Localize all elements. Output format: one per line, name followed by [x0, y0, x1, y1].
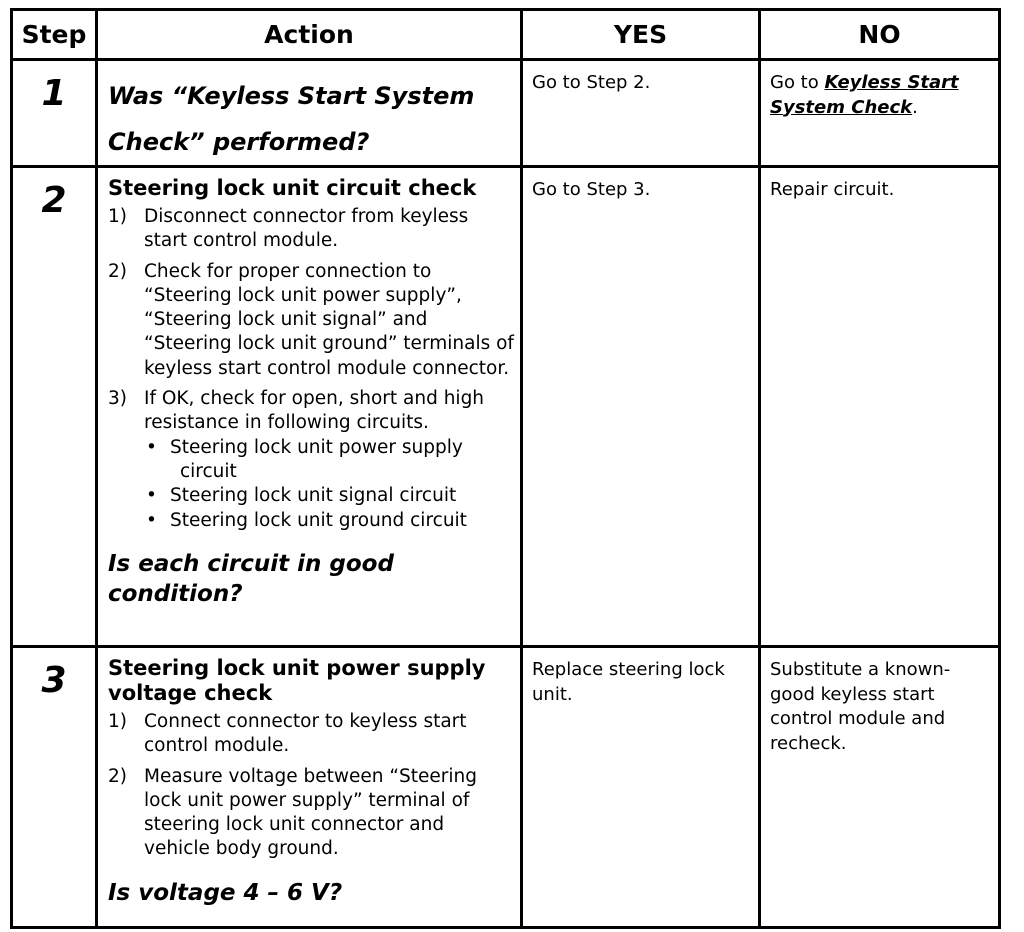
circuit-item: [144, 436, 514, 485]
substep-number: 3): [108, 388, 127, 410]
step-title: Steering lock unit power supply voltage check: [108, 656, 486, 705]
circuit-text: Steering lock unit signal circuit: [170, 485, 457, 507]
procedure-table: [10, 8, 1001, 929]
step-title: Steering lock unit circuit check: [108, 176, 477, 200]
no-answer-prefix: Go to: [770, 72, 825, 93]
action-cell: [97, 60, 522, 167]
circuit-item: [144, 509, 514, 533]
step-cell: [12, 60, 97, 167]
substep-list: [108, 710, 514, 862]
yes-cell: [522, 167, 760, 647]
yes-answer: Replace steering lock unit.: [532, 659, 725, 705]
question-line-2: Check” performed?: [108, 128, 370, 156]
step-question: Is each circuit in good condition?: [108, 550, 394, 607]
substep-text: Check for proper connection to “Steering lock unit power supply”, “Steering lock unit signal” and “Steering lock unit ground” terminals of keyless start control module connector.: [144, 260, 514, 379]
header-yes: YES: [522, 10, 760, 60]
yes-answer: Go to Step 2.: [532, 72, 651, 93]
step-cell: [12, 647, 97, 928]
header-step: Step: [12, 10, 97, 60]
no-cell: [760, 647, 1000, 928]
keyless-start-system-check-link[interactable]: Keyless Start System Check: [770, 72, 959, 118]
substep-number: 2): [108, 260, 127, 282]
yes-answer: Go to Step 3.: [532, 179, 651, 200]
question-line-1: Was “Keyless Start System: [108, 82, 475, 110]
header-row: [12, 10, 1000, 60]
step-question: [98, 61, 520, 165]
substep: [108, 765, 514, 862]
action-cell: [97, 167, 522, 647]
circuit-text: Steering lock unit ground circuit: [170, 509, 467, 531]
no-cell: [760, 60, 1000, 167]
substep-text: If OK, check for open, short and high resistance in following circuits.: [144, 388, 485, 434]
substep-number: 1): [108, 206, 127, 227]
action-cell: [97, 647, 522, 928]
step-number: 2: [41, 180, 67, 221]
header-no: NO: [760, 10, 1000, 60]
step-question: Is voltage 4 – 6 V?: [108, 879, 343, 906]
circuit-list: [144, 436, 514, 533]
step-cell: [12, 167, 97, 647]
no-answer: Substitute a known-good keyless start control module and recheck.: [770, 659, 951, 754]
substep-number: 1): [108, 711, 127, 732]
table-row: [12, 167, 1000, 647]
substep-text: Connect connector to keyless start control module.: [144, 711, 467, 757]
table-row: [12, 647, 1000, 928]
substep-list: [108, 205, 514, 533]
table-row: [12, 60, 1000, 167]
substep: [108, 387, 514, 533]
substep: [108, 205, 514, 254]
yes-cell: [522, 647, 760, 928]
substep-text: Measure voltage between “Steering lock unit power supply” terminal of steering lock unit connector and vehicle body ground.: [144, 765, 477, 860]
step-number: 3: [41, 660, 67, 701]
yes-cell: [522, 60, 760, 167]
circuit-item: [144, 484, 514, 508]
substep-number: 2): [108, 765, 127, 787]
no-answer: [761, 61, 998, 120]
substep: [108, 260, 514, 381]
circuit-text: Steering lock unit power supply: [170, 436, 463, 458]
header-action: Action: [97, 10, 522, 60]
substep: [108, 710, 514, 759]
circuit-text-cont: circuit: [180, 460, 237, 482]
no-answer: Repair circuit.: [770, 179, 895, 200]
no-cell: [760, 167, 1000, 647]
substep-text: Disconnect connector from keyless start control module.: [144, 206, 469, 252]
no-answer-suffix: .: [912, 96, 918, 118]
step-number: 1: [41, 73, 67, 114]
